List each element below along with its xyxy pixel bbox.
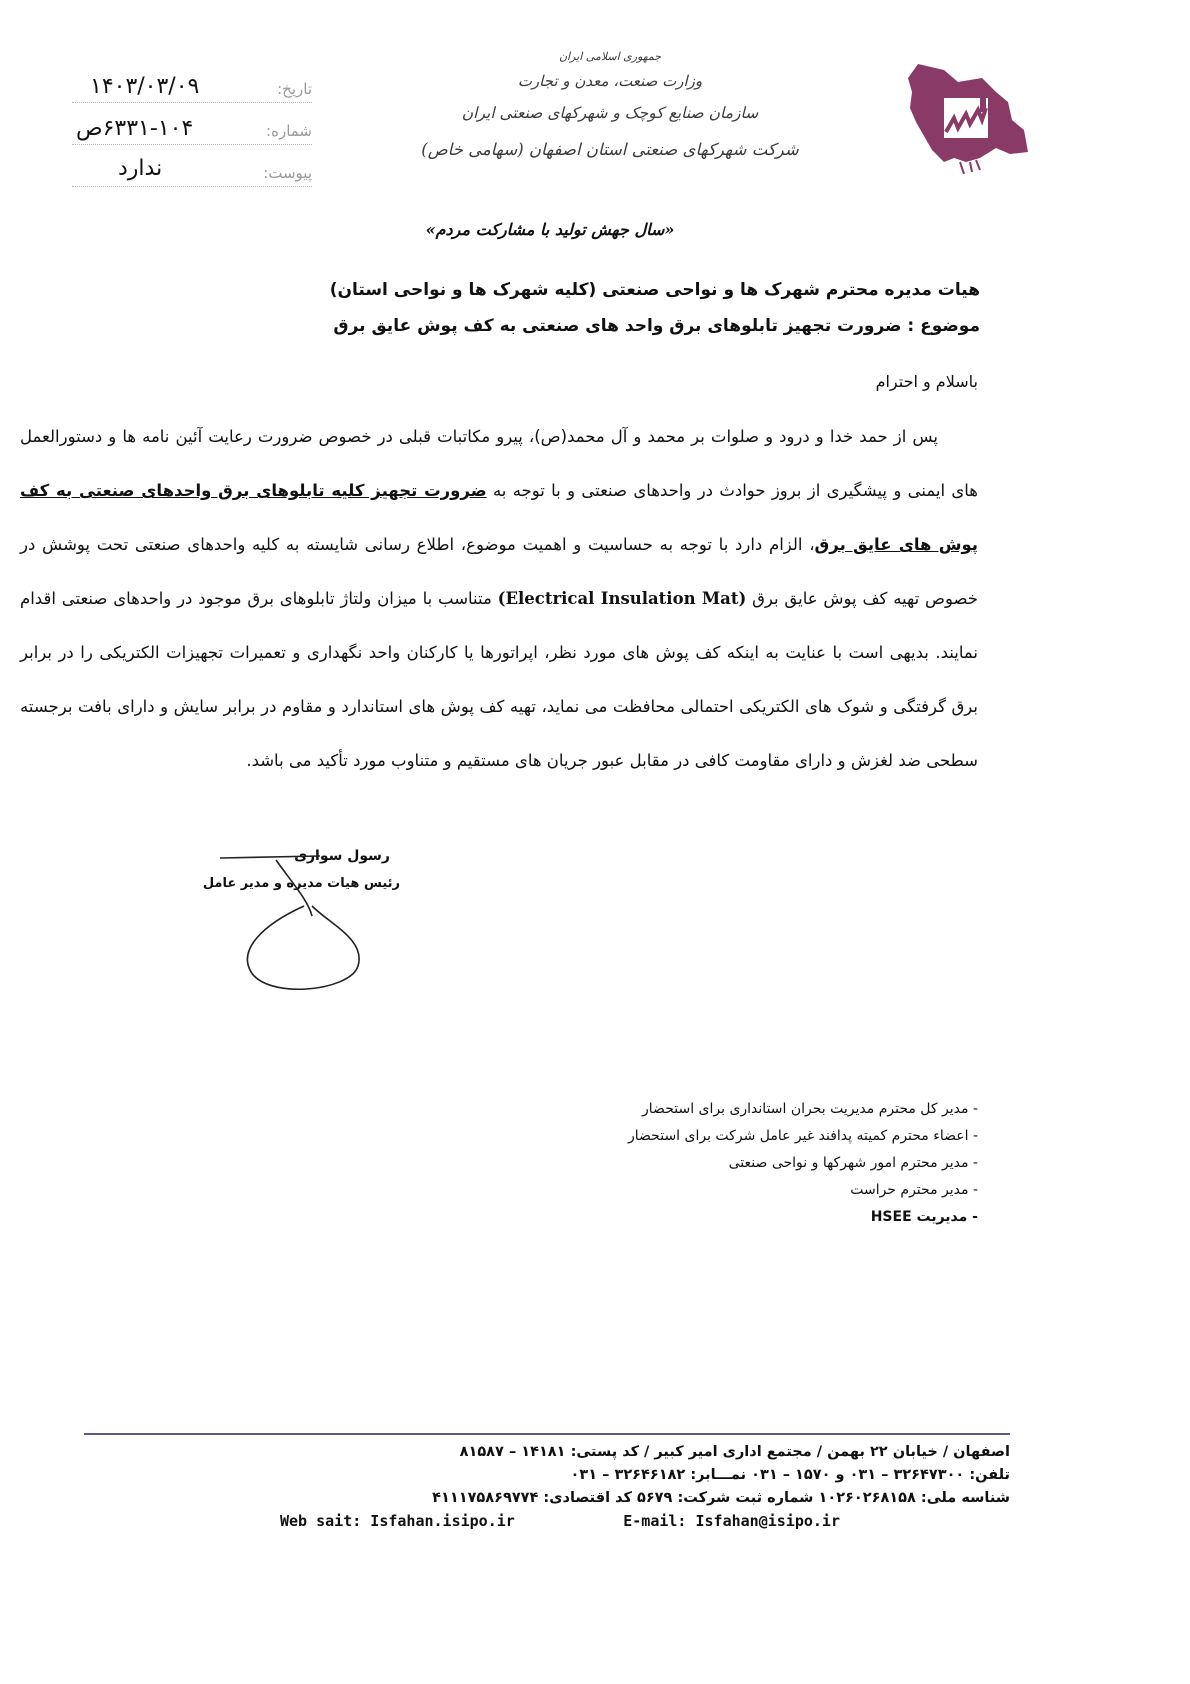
addressee: هیات مدیره محترم شهرک ها و نواحی صنعتی (کلیه شهرک ها و نواحی استان) [329,280,980,300]
date-row [72,72,312,103]
number-row [72,114,312,145]
body-emphasis: ضرورت تجهیز کلیه تابلوهای برق واحدهای صنعتی به کف پوش های عایق برق [20,481,979,554]
iran-map-logo [900,58,1030,178]
footer-website[interactable]: Web sait: Isfahan.isipo.ir [280,1512,515,1530]
signatory-title: رئیس هیات مدیره و مدیر عامل [202,876,400,891]
year-slogan: «سال جهش تولید با مشارکت مردم» [425,220,675,239]
subject: موضوع : ضرورت تجهیز تابلوهای برق واحد های صنعتی به کف پوش عایق برق [333,316,980,336]
company-logo [900,58,1030,178]
handwritten-note [252,940,362,990]
greeting: باسلام و احترام [875,372,978,391]
number-label: شماره: [266,122,312,140]
letter-meta [72,72,312,192]
footer-phones: تلفن: ۳۲۶۴۷۳۰۰ – ۰۳۱ و ۱۵۷۰ – ۰۳۱ نمـــابر: ۳۲۶۴۶۱۸۲ – ۰۳۱ [570,1467,1010,1483]
date-value: ۱۴۰۳/۰۳/۰۹ [90,74,200,99]
footer-address: اصفهان / خیابان ۲۲ بهمن / مجتمع اداری امیر کبیر / کد پستی: ۱۴۱۸۱ – ۸۱۵۸۷ [459,1444,1010,1460]
letter-body [20,410,978,788]
body-part-3: متناسب با میزان ولتاژ تابلوهای برق موجود در واحدهای صنعتی اقدام نمایند. بدیهی است با عنایت به اینکه کف پوش های مورد نظر، اپراتورها یا کارکنان واحد نگهداری و تعمیرات تجهیزات الکتریکی را در برابر برق گرفتگی و شوک های الکتریکی احتمالی محافظت می نماید، تهیه کف پوش های استاندارد و مقاوم در برابر سایش و دارای بافت برجسته سطحی ضد لغزش و دارای مقاومت کافی در مقابل عبور جریان های مستقیم و متناوب مورد تأکید می باشد. [20,589,978,770]
body-part-1: پس از حمد خدا و درود و صلوات بر محمد و آل محمد(ص)، پیرو مکاتبات قبلی در خصوص ضرورت رعایت آئین نامه ها و دستورالعمل های ایمنی و پیشگیری از بروز حوادث در واحدهای صنعتی و با توجه به [20,427,978,500]
footer [190,1441,1040,1534]
ministry-line-4: شرکت شهرکهای صنعتی استان اصفهان (سهامی خاص) [421,140,799,159]
ministry-line-3: سازمان صنایع کوچک و شهرکهای صنعتی ایران [461,104,759,122]
number-value: ۶۳۳۱-۱۰۴ص [76,116,194,141]
ministry-line-2: وزارت صنعت، معدن و تجارت [517,72,703,90]
cc-item: - مدیر کل محترم مدیریت بحران استانداری برای استحضار [642,1101,978,1117]
footer-rule [84,1433,1010,1435]
signature-block [200,840,420,1010]
cc-item: - مدیر محترم امور شهرکها و نواحی صنعتی [728,1155,978,1171]
ministry-line-1: جمهوری اسلامی ایران [558,50,662,63]
body-english-term: (Electrical Insulation Mat) [497,589,747,608]
cc-item: - مدیر محترم حراست [850,1182,978,1198]
cc-item: - مدیریت HSEE [870,1209,978,1225]
cc-list [558,1096,978,1231]
body-part-2: ، الزام دارد با توجه به حساسیت و اهمیت موضوع، اطلاع رسانی شایسته به کلیه واحدهای صنعتی تحت پوشش در خصوص تهیه کف پوش عایق برق [20,535,978,608]
attachment-row [72,156,312,187]
date-label: تاریخ: [277,80,312,98]
footer-email[interactable]: E-mail: Isfahan@isipo.ir [623,1512,840,1530]
footer-ids: شناسه ملی: ۱۰۲۶۰۲۶۸۱۵۸ شماره ثبت شرکت: ۵۶۷۹ کد اقتصادی: ۴۱۱۱۷۵۸۶۹۷۷۴ [432,1490,1010,1506]
attachment-label: پیوست: [263,164,312,182]
signatory-name: رسول سواری [294,848,390,864]
footer-web-row [190,1510,1010,1534]
attachment-value: ندارد [118,156,163,181]
cc-item: - اعضاء محترم کمیته پدافند غیر عامل شرکت برای استحضار [628,1128,978,1144]
ministry-heading [420,48,800,170]
